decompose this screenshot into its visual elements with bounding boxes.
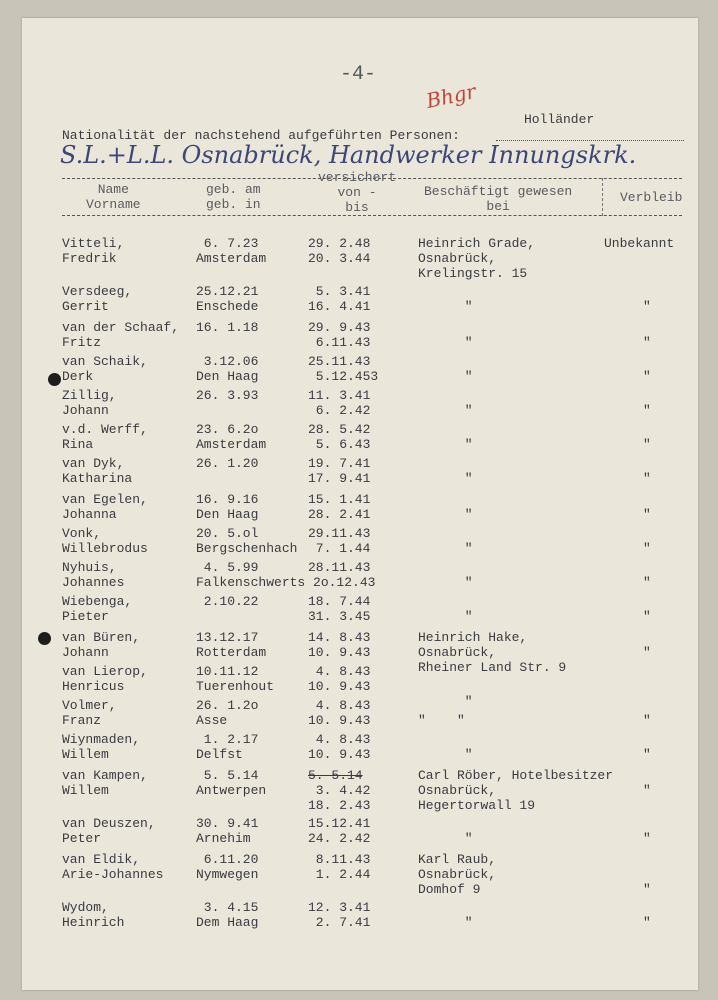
person-name: Volmer, Franz — [62, 698, 117, 728]
header-name: Name Vorname — [86, 182, 141, 212]
birth-info: 6. 7.23 Amsterdam — [196, 236, 267, 266]
table-row — [22, 560, 698, 594]
table-row — [22, 698, 698, 732]
table-row — [22, 526, 698, 560]
table-row — [22, 852, 698, 897]
table-row — [22, 284, 698, 318]
insured-period: 5. 5.14 3. 4.42 18. 2.43 — [308, 768, 371, 813]
insured-period: 4. 8.43 10. 9.43 — [308, 664, 371, 694]
employer: " — [464, 299, 473, 314]
whereabouts: " — [643, 609, 651, 624]
whereabouts: " — [643, 575, 651, 590]
header-employed: Beschäftigt gewesen bei — [424, 184, 573, 214]
insured-period: 8.11.43 1. 2.44 — [315, 852, 371, 882]
birth-info: 5. 5.14 Antwerpen — [196, 768, 267, 798]
employer: " — [464, 437, 473, 452]
whereabouts: " — [643, 645, 651, 660]
person-name: van Lierop, Henricus — [62, 664, 148, 694]
whereabouts: " — [643, 541, 651, 556]
person-name: v.d. Werff, Rina — [62, 422, 148, 452]
birth-info: 20. 5.ol Bergschenhach — [196, 526, 298, 556]
person-name: Vonk, Willebrodus — [62, 526, 148, 556]
birth-info: 2.10.22 — [196, 594, 259, 609]
employer: " — [464, 575, 473, 590]
employer: " — [464, 831, 473, 846]
table-row — [22, 320, 698, 354]
employer: " — [464, 335, 473, 350]
employer: Heinrich Grade, Osnabrück, Krelingstr. 15 — [418, 236, 536, 281]
birth-info: 23. 6.2o Amsterdam — [196, 422, 267, 452]
employer: " — [464, 694, 473, 709]
insured-period: 4. 8.43 10. 9.43 — [308, 732, 371, 762]
whereabouts: " — [643, 882, 651, 897]
header-rule-top — [62, 178, 682, 179]
page-number: -4- — [340, 63, 377, 86]
whereabouts: " — [643, 915, 651, 930]
handwritten-title: S.L.+L.L. Osnabrück, Handwerker Innungskrk. — [60, 141, 637, 169]
birth-info: 3.12.06 Den Haag — [196, 354, 259, 384]
person-name: van Deuszen, Peter — [62, 816, 156, 846]
table-row — [22, 236, 698, 281]
birth-info: 30. 9.41 Arnehim — [196, 816, 259, 846]
person-name: van Dyk, Katharina — [62, 456, 133, 486]
birth-info: 16. 1.18 — [196, 320, 259, 335]
whereabouts: " — [643, 335, 651, 350]
whereabouts: " — [643, 507, 651, 522]
whereabouts: " — [643, 747, 651, 762]
header-born: geb. am geb. in — [206, 182, 261, 212]
whereabouts: " — [643, 471, 651, 486]
insured-period: 11. 3.41 6. 2.42 — [308, 388, 371, 418]
whereabouts: " — [643, 831, 651, 846]
handwritten-mark: Bhgr — [424, 79, 478, 113]
insured-period: 5. 3.41 16. 4.41 — [308, 284, 371, 314]
birth-info: 26. 3.93 — [196, 388, 259, 403]
whereabouts: " — [643, 783, 651, 798]
table-row — [22, 816, 698, 850]
person-name: Wiebenga, Pieter — [62, 594, 133, 624]
insured-period: 18. 7.44 31. 3.45 — [308, 594, 371, 624]
person-name: Nyhuis, Johannes — [62, 560, 125, 590]
whereabouts: " — [643, 369, 651, 384]
nationality-value: Holländer — [524, 112, 595, 127]
birth-info: 26. 1.20 — [196, 456, 259, 471]
header-insured: versichert von - bis — [318, 170, 397, 215]
person-name: van Schaik, Derk — [62, 354, 148, 384]
person-name: van Egelen, Johanna — [62, 492, 148, 522]
insured-period: 19. 7.41 17. 9.41 — [308, 456, 371, 486]
employer: " — [464, 403, 473, 418]
person-name: van Kampen, Willem — [62, 768, 148, 798]
whereabouts: Unbekannt — [604, 236, 675, 251]
insured-period: 15.12.41 24. 2.42 — [308, 816, 371, 846]
table-row — [22, 900, 698, 934]
table-row — [22, 664, 698, 709]
insured-period: 12. 3.41 2. 7.41 — [308, 900, 371, 930]
insured-period: 29. 2.48 20. 3.44 — [308, 236, 371, 266]
person-name: van der Schaaf, Fritz — [62, 320, 180, 350]
insured-period: 29. 9.43 6.11.43 — [308, 320, 371, 350]
employer: " — [464, 541, 473, 556]
employer: " — [464, 915, 473, 930]
insured-period: 28. 5.42 5. 6.43 — [308, 422, 371, 452]
table-row — [22, 456, 698, 490]
insured-period: 14. 8.43 10. 9.43 — [308, 630, 371, 660]
header-whereabouts: Verbleib — [620, 190, 683, 205]
document-page — [22, 18, 698, 990]
birth-info: 16. 9.16 Den Haag — [196, 492, 259, 522]
person-name: Wydom, Heinrich — [62, 900, 125, 930]
birth-info: 1. 2.17 Delfst — [196, 732, 259, 762]
column-divider — [602, 178, 603, 216]
whereabouts: " — [643, 403, 651, 418]
insured-period: 15. 1.41 28. 2.41 — [308, 492, 371, 522]
insured-period: 29.11.43 7. 1.44 — [308, 526, 371, 556]
person-name: Versdeeg, Gerrit — [62, 284, 133, 314]
birth-info: 3. 4.15 Dem Haag — [196, 900, 259, 930]
employer: " — [464, 747, 473, 762]
birth-info: 13.12.17 Rotterdam — [196, 630, 267, 660]
person-name: van Büren, Johann — [62, 630, 141, 660]
person-name: Wiynmaden, Willem — [62, 732, 141, 762]
table-row — [22, 492, 698, 526]
person-name: Vitteli, Fredrik — [62, 236, 125, 266]
employer: " — [464, 369, 473, 384]
whereabouts: " — [643, 299, 651, 314]
employer: " — [464, 609, 473, 624]
whereabouts: " — [643, 713, 651, 728]
table-row — [22, 422, 698, 456]
employer: Karl Raub, Osnabrück, Domhof 9 — [418, 852, 497, 897]
table-row — [22, 354, 698, 388]
insured-period: 4. 8.43 10. 9.43 — [308, 698, 371, 728]
person-name: van Eldik, Arie-Johannes — [62, 852, 164, 882]
table-row — [22, 594, 698, 628]
header-rule-bottom — [62, 215, 682, 216]
birth-info: 6.11.20 Nymwegen — [196, 852, 259, 882]
employer: " — [464, 471, 473, 486]
employer: " " — [418, 713, 465, 728]
birth-info: 26. 1.2o Asse — [196, 698, 259, 728]
table-row — [22, 768, 698, 813]
person-name: Zillig, Johann — [62, 388, 117, 418]
insured-period: 25.11.43 5.12.453 — [308, 354, 379, 384]
table-row — [22, 630, 698, 675]
birth-info: 25.12.21 Enschede — [196, 284, 259, 314]
insured-period: 28.11.43 — [308, 560, 371, 575]
table-row — [22, 388, 698, 422]
employer: Carl Röber, Hotelbesitzer Osnabrück, Hegertorwall 19 — [418, 768, 614, 813]
employer: Heinrich Hake, Osnabrück, Rheiner Land Str. 9 — [418, 630, 567, 675]
nationality-label: Nationalität der nachstehend aufgeführten Personen: — [62, 128, 460, 143]
table-row — [22, 732, 698, 766]
birth-info: 10.11.12 Tuerenhout — [196, 664, 275, 694]
birth-info: 4. 5.99 Falkenschwerts 2o.12.43 — [196, 560, 376, 590]
whereabouts: " — [643, 437, 651, 452]
employer: " — [464, 507, 473, 522]
